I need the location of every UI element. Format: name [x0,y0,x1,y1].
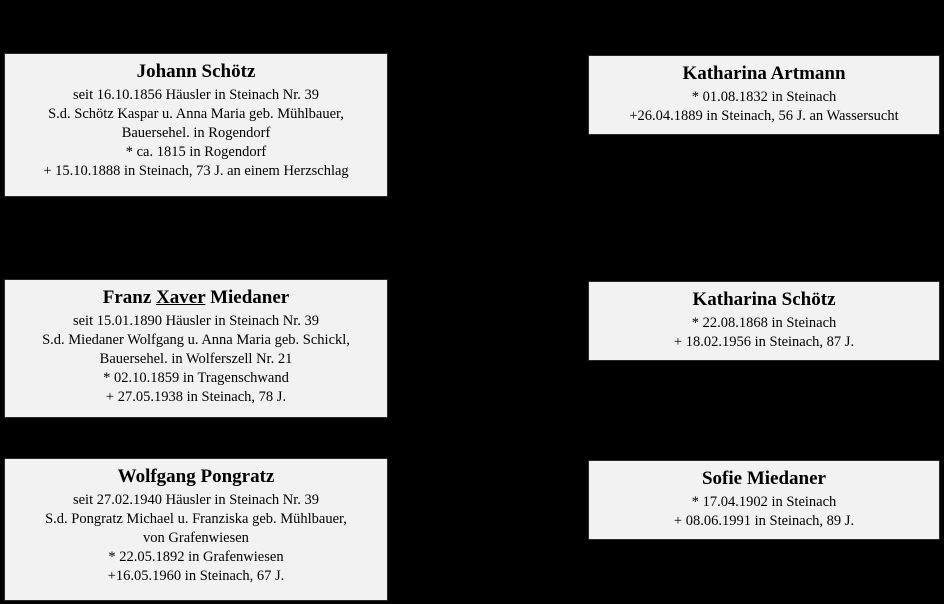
person-death-line: +16.05.1960 in Steinach, 67 J. [107,568,285,584]
person-card-johann-schoetz[interactable] [4,53,388,197]
person-name: Sofie Miedaner [701,468,826,489]
person-death-line: + 27.05.1938 in Steinach, 78 J. [105,389,287,405]
person-birth-line: * 02.10.1859 in Tragenschwand [103,370,289,386]
person-death-line: + 18.02.1956 in Steinach, 87 J. [673,334,855,350]
person-birth-line: * 22.05.1892 in Grafenwiesen [108,549,284,565]
person-birth-line: * 01.08.1832 in Steinach [691,89,837,105]
person-card-franz-xaver-miedaner[interactable] [4,279,388,418]
person-detail-line: S.d. Pongratz Michael u. Franziska geb. Mühlbauer, [45,511,347,527]
person-name: Wolfgang Pongratz [117,466,275,487]
person-card-katharina-artmann[interactable] [588,55,940,135]
person-name [13,286,379,310]
person-name: Johann Schötz [136,61,256,82]
person-name-rufname: Xaver [156,287,206,308]
person-card-katharina-schoetz[interactable] [588,281,940,361]
person-name: Katharina Artmann [682,63,846,84]
person-name: Katharina Schötz [692,289,836,310]
person-detail-line: von Grafenwiesen [143,530,249,546]
person-card-wolfgang-pongratz[interactable] [4,458,388,601]
person-detail-line: S.d. Miedaner Wolfgang u. Anna Maria geb. Schickl, [42,332,350,348]
person-birth-line: * ca. 1815 in Rogendorf [125,144,267,160]
person-detail-line: seit 27.02.1940 Häusler in Steinach Nr. 39 [72,492,320,508]
person-death-line: +26.04.1889 in Steinach, 56 J. an Wassersucht [629,108,899,124]
person-detail-line: Bauersehel. in Rogendorf [121,125,271,141]
person-name-first: Franz [102,287,157,308]
person-birth-line: * 17.04.1902 in Steinach [691,494,837,510]
person-name-last: Miedaner [205,287,290,308]
person-detail-line: seit 15.01.1890 Häusler in Steinach Nr. 39 [72,313,320,329]
person-birth-line: * 22.08.1868 in Steinach [691,315,837,331]
person-card-sofie-miedaner[interactable] [588,460,940,540]
person-death-line: + 15.10.1888 in Steinach, 73 J. an einem Herzschlag [43,163,349,179]
person-detail-line: Bauersehel. in Wolferszell Nr. 21 [99,351,293,367]
person-death-line: + 08.06.1991 in Steinach, 89 J. [673,513,855,529]
person-detail-line: S.d. Schötz Kaspar u. Anna Maria geb. Mühlbauer, [48,106,344,122]
person-detail-line: seit 16.10.1856 Häusler in Steinach Nr. 39 [72,87,320,103]
